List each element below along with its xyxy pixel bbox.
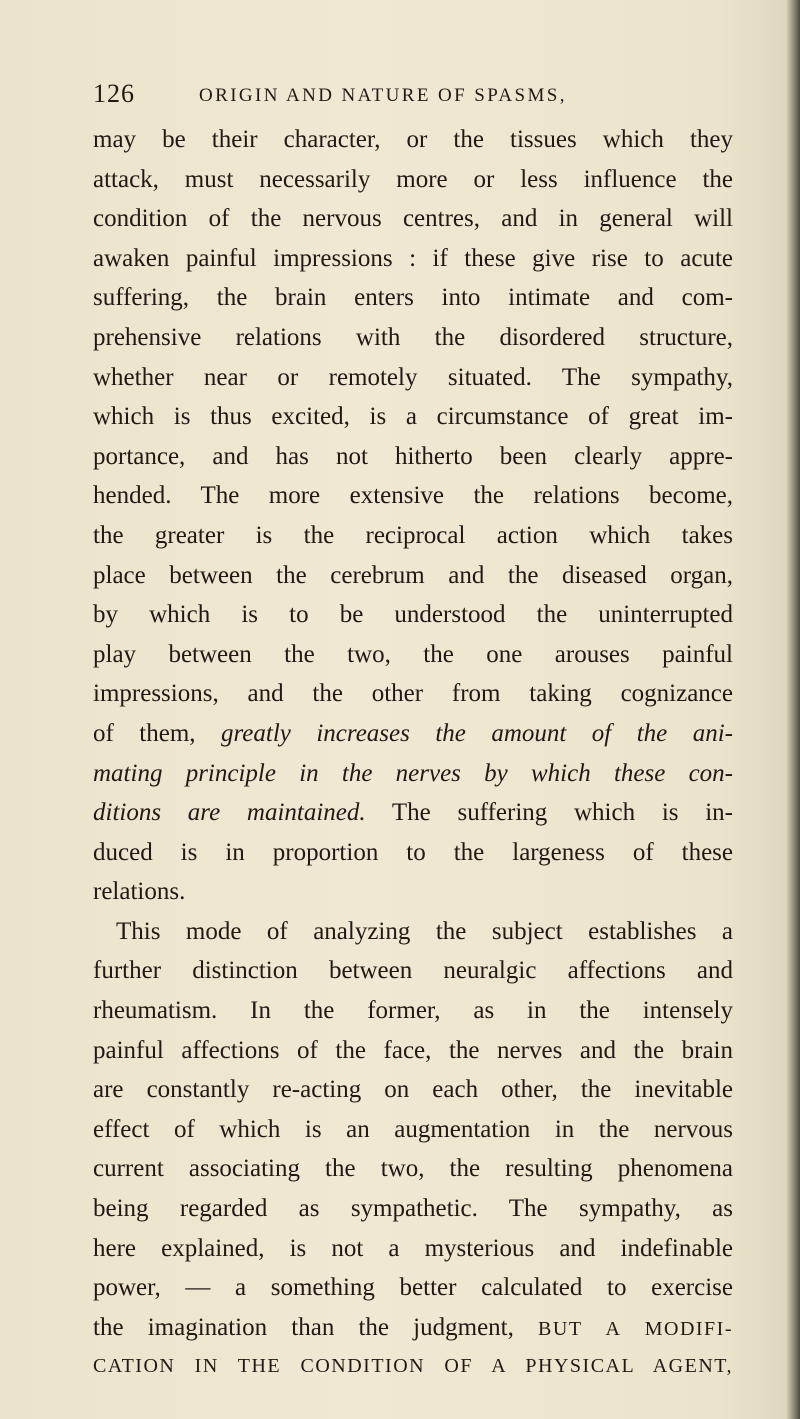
text-line: attack, must necessarily more or less influence the	[93, 165, 733, 193]
text-line: rheumatism. In the former, as in the intensely	[93, 997, 733, 1025]
text-line: are constantly re-acting on each other, the inevitable	[93, 1076, 733, 1104]
text-line: power, — a something better calculated to exercise	[93, 1274, 733, 1302]
small-caps-line: CATION IN THE CONDITION OF A PHYSICAL AGENT,	[93, 1355, 733, 1378]
text-line: the greater is the reciprocal action which takes	[93, 521, 733, 549]
body-text	[93, 120, 733, 1387]
text-line: being regarded as sympathetic. The sympathy, as	[93, 1195, 733, 1223]
text-line	[93, 714, 733, 754]
text-line: suffering, the brain enters into intimate and com-	[93, 284, 733, 312]
italic-emphasis: ditions are maintained.	[93, 799, 366, 827]
text-segment: of them,	[93, 719, 221, 747]
text-line: prehensive relations with the disordered structure,	[93, 323, 733, 351]
text-line: current associating the two, the resulting phenomena	[93, 1155, 733, 1183]
text-line: awaken painful impressions : if these give rise to acute	[93, 244, 733, 272]
text-line: place between the cerebrum and the diseased organ,	[93, 561, 733, 589]
running-title: ORIGIN AND NATURE OF SPASMS,	[199, 85, 567, 106]
text-line: This mode of analyzing the subject establishes a	[116, 917, 733, 945]
text-line: play between the two, the one arouses painful	[93, 640, 733, 668]
italic-emphasis: greatly increases the amount of the ani-	[221, 719, 733, 747]
small-caps-segment: BUT A MODIFI-	[538, 1317, 733, 1340]
text-line: painful affections of the face, the nerves and the brain	[93, 1036, 733, 1064]
text-segment: The suffering which is in-	[365, 799, 733, 827]
text-line	[93, 754, 733, 794]
text-line: by which is to be understood the uninterrupted	[93, 601, 733, 629]
text-line: duced is in proportion to the largeness of these	[93, 838, 733, 866]
text-line: may be their character, or the tissues which they	[93, 126, 733, 153]
text-line: portance, and has not hitherto been clearly appre-	[93, 442, 733, 470]
text-line: condition of the nervous centres, and in general will	[93, 205, 733, 233]
text-line: whether near or remotely situated. The sympathy,	[93, 363, 733, 391]
page-edge-shadow	[786, 0, 800, 1419]
text-line	[93, 793, 733, 833]
text-line: here explained, is not a mysterious and indefinable	[93, 1234, 733, 1262]
text-line: impressions, and the other from taking cognizance	[93, 680, 733, 708]
text-line: effect of which is an augmentation in the nervous	[93, 1115, 733, 1143]
text-line	[93, 1308, 733, 1348]
text-segment: the imagination than the judgment,	[93, 1313, 539, 1341]
text-line: which is thus excited, is a circumstance of great im-	[93, 403, 733, 431]
page-header	[93, 79, 733, 119]
paragraph-end-line: relations.	[93, 878, 186, 906]
italic-emphasis: mating principle in the nerves by which these con-	[93, 759, 733, 787]
text-line: further distinction between neuralgic affections and	[93, 957, 733, 985]
page-number: 126	[93, 79, 135, 108]
text-line: hended. The more extensive the relations become,	[93, 482, 733, 510]
